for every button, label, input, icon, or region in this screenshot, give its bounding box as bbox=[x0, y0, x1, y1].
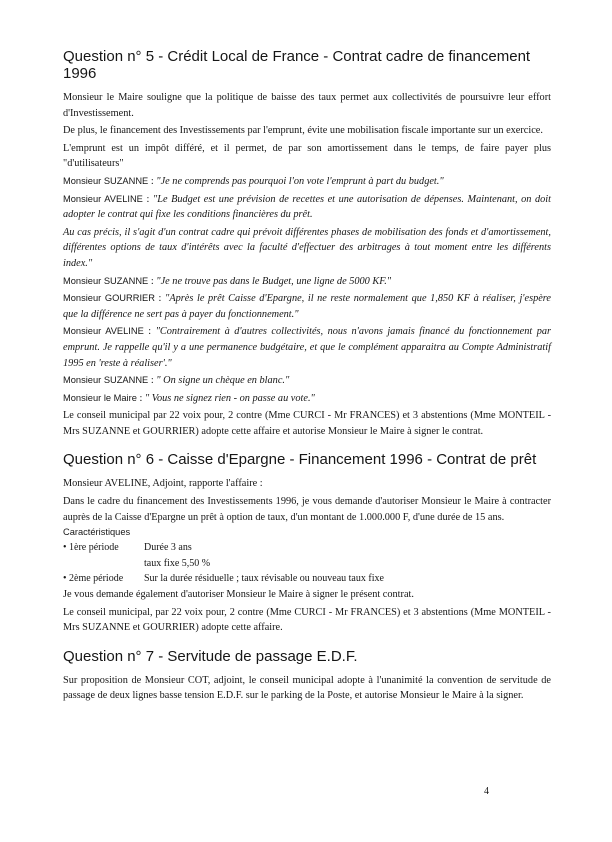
q5-vote-result: Le conseil municipal par 22 voix pour, 2 contre (Mme CURCI - Mr FRANCES) et 3 abstentions (Mme MONTEIL - Mrs SUZANNE et GOURRIER) adopte cette affaire et autorise Monsieur le Maire à signer le contrat. bbox=[63, 410, 551, 437]
q5-dialogue-7: Monsieur le Maire : " Vous ne signez rien - on passe au vote." bbox=[63, 392, 315, 404]
q7-paragraph-1: Sur proposition de Monsieur COT, adjoint, le conseil municipal adopte à l'unanimité la convention de servitude de passage de deux lignes basse tension E.D.F. sur le parking de la Poste, et autorise Monsieur le Maire à la signer. bbox=[63, 674, 551, 702]
list-item bbox=[63, 556, 551, 572]
speech-text: "Après le prêt Caisse d'Epargne, il ne reste normalement que 1,850 KF à réaliser, j'espère que la différence ne sert pas à payer du fonctionnement." bbox=[63, 293, 552, 320]
q5-paragraph-1: Monsieur le Maire souligne que la politique de baisse des taux permet aux collectivités de poursuivre leur effort d'Investissement. bbox=[63, 92, 551, 119]
speech-text: "Le Budget est une prévision de recettes et une autorisation de dépenses. Maintenant, on doit adopter le contrat qui fixe les conditions financières du prêt. bbox=[63, 193, 552, 221]
q5-dialogue-3: Monsieur SUZANNE : "Je ne trouve pas dans le Budget, une ligne de 5000 KF." bbox=[63, 275, 392, 287]
period-detail: taux fixe 5,50 % bbox=[144, 557, 211, 569]
q5-paragraph-3: L'emprunt est un impôt différé, et il permet, de par son amortissement dans le temps, de faire payer plus "d'utilisateurs" bbox=[63, 142, 551, 170]
page-number: 4 bbox=[484, 786, 489, 797]
speaker-name: Monsieur SUZANNE bbox=[63, 275, 149, 286]
q6-vote-result: Le conseil municipal, par 22 voix pour, 2 contre (Mme CURCI - Mr FRANCES) et 3 abstentions (Mme MONTEIL - Mrs SUZANNE et GOURRIER) adopte cette affaire. bbox=[63, 606, 551, 634]
period-detail: Durée 3 ans bbox=[144, 542, 192, 554]
speech-text: " On signe un chèque en blanc." bbox=[156, 375, 290, 387]
period-detail: Sur la durée résiduelle ; taux révisable ou nouveau taux fixe bbox=[144, 573, 384, 585]
period-label: • 1ère période bbox=[63, 542, 119, 554]
speaker-name: Monsieur le Maire bbox=[63, 392, 137, 403]
question-7-section bbox=[63, 648, 551, 704]
q5-dialogue-4: Monsieur GOURRIER : "Après le prêt Caisse d'Epargne, il ne reste normalement que 1,850 KF à réaliser, j'espère que la différence ne sert pas à payer du fonctionnement." bbox=[63, 293, 552, 320]
list-item bbox=[63, 571, 551, 587]
speaker-name: Monsieur AVELINE bbox=[63, 326, 144, 337]
period-label: • 2ème période bbox=[63, 573, 124, 585]
speaker-name: Monsieur SUZANNE bbox=[63, 175, 149, 186]
question-6-title: Question n° 6 - Caisse d'Epargne - Financement 1996 - Contrat de prêt bbox=[63, 451, 537, 469]
speaker-name: Monsieur AVELINE bbox=[63, 193, 143, 204]
speaker-name: Monsieur GOURRIER bbox=[63, 293, 155, 304]
q5-dialogue-2-continued: Au cas précis, il s'agit d'un contrat cadre qui prévoit différentes phases de mobilisation des fonds et d'amortissement, différentes options de taux d'intérêts avec la faculté d'effectuer des arbitrages à tout moment entre les différents index." bbox=[63, 226, 551, 269]
page-content bbox=[63, 48, 551, 706]
q6-intro: Monsieur AVELINE, Adjoint, rapporte l'affaire : bbox=[63, 478, 263, 490]
question-5-section bbox=[63, 48, 551, 439]
speech-text: "Je ne trouve pas dans le Budget, une ligne de 5000 KF." bbox=[156, 275, 392, 287]
q6-characteristics-list bbox=[63, 540, 551, 587]
q6-paragraph-2: Je vous demande également d'autoriser Monsieur le Maire à signer le présent contrat. bbox=[63, 589, 414, 601]
q5-paragraph-2: De plus, le financement des Investissements par l'emprunt, évite une mobilisation fiscale importante sur un exercice. bbox=[63, 125, 543, 137]
question-7-title: Question n° 7 - Servitude de passage E.D.F. bbox=[63, 647, 358, 665]
q5-dialogue-2: Monsieur AVELINE : "Le Budget est une prévision de recettes et une autorisation de dépenses. Maintenant, on doit adopter le contrat qui fixe les conditions financières du prêt. bbox=[63, 193, 552, 221]
q6-characteristics-label: Caractéristiques bbox=[63, 527, 131, 538]
q6-paragraph-1: Dans le cadre du financement des Investissements 1996, je vous demande d'autoriser Monsieur le Maire à contracter auprès de la Caisse d'Epargne un prêt à option de taux, d'un montant de 1.000.000 F, d'une durée de 15 ans. bbox=[63, 496, 551, 523]
question-6-section bbox=[63, 451, 551, 635]
speech-text: "Je ne comprends pas pourquoi l'on vote l'emprunt à part du budget." bbox=[156, 175, 444, 187]
speech-text: " Vous ne signez rien - on passe au vote." bbox=[144, 392, 315, 404]
speech-text: "Contrairement à d'autres collectivités, nous n'avons jamais financé du fonctionnement par emprunt. Je rappelle qu'il y a une permanence budgétaire, et que le complément apparaitra au Compte Administratif 1995 en 'reste à réaliser'." bbox=[63, 326, 551, 369]
q5-dialogue-5: Monsieur AVELINE : "Contrairement à d'autres collectivités, nous n'avons jamais financé du fonctionnement par emprunt. Je rappelle qu'il y a une permanence budgétaire, et que le complément apparaitra au Compte Administratif 1995 en 'reste à réaliser'." bbox=[63, 326, 551, 369]
q5-dialogue-1: Monsieur SUZANNE : "Je ne comprends pas pourquoi l'on vote l'emprunt à part du budget." bbox=[63, 175, 444, 187]
q5-dialogue-6: Monsieur SUZANNE : " On signe un chèque en blanc." bbox=[63, 375, 290, 387]
list-item bbox=[63, 540, 551, 556]
question-5-title: Question n° 5 - Crédit Local de France - Contrat cadre de financement 1996 bbox=[63, 48, 531, 82]
speaker-name: Monsieur SUZANNE bbox=[63, 375, 149, 386]
